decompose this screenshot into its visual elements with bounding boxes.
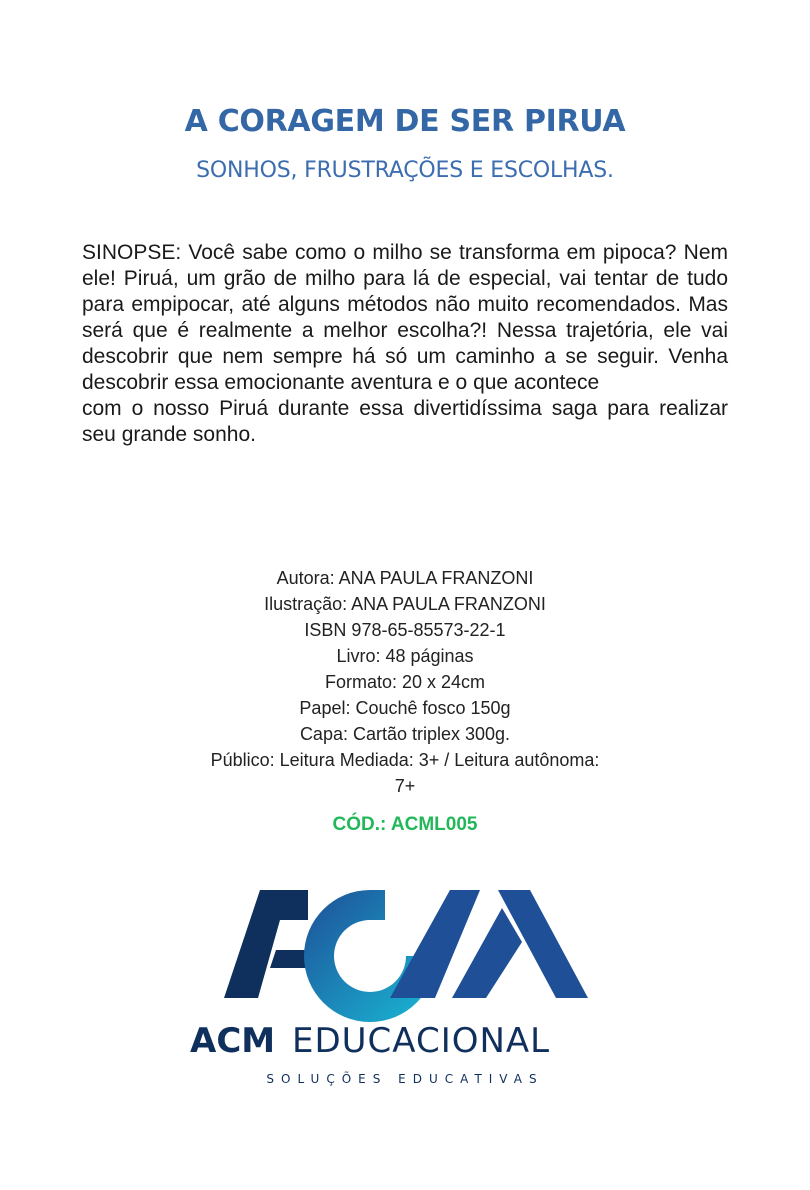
logo-brand-text: ACM	[190, 1021, 276, 1061]
cover-line: Capa: Cartão triplex 300g.	[299, 724, 511, 744]
logo-tagline-text: SOLUÇÕES EDUCATIVAS	[266, 1072, 544, 1086]
book-details	[205, 565, 605, 799]
isbn-line: ISBN 978-65-85573-22-1	[304, 620, 506, 640]
logo-name-text: EDUCACIONAL	[292, 1021, 551, 1061]
book-subtitle: SONHOS, FRUSTRAÇÕES E ESCOLHAS.	[196, 158, 614, 183]
pages-line: Livro: 48 páginas	[336, 646, 474, 666]
synopsis-paragraph-2: com o nosso Piruá durante essa divertidíssima saga para realizar seu grande sonho.	[82, 397, 728, 446]
synopsis	[82, 240, 728, 448]
audience-line: Público: Leitura Mediada: 3+ / Leitura autônoma: 7+	[210, 750, 600, 796]
logo-a-mark	[224, 890, 308, 998]
acm-educacional-logo	[180, 880, 630, 1090]
synopsis-paragraph-1: SINOPSE: Você sabe como o milho se transforma em pipoca? Nem ele! Piruá, um grão de milho para lá de especial, vai tentar de tudo para empipocar, até alguns métodos não muito recomendados. Mas será que é realmente a melhor escolha?! Nessa trajetória, ele vai descobrir que nem sempre há só um caminho a se seguir. Venha descobrir essa emocionante aventura e o que acontece	[82, 241, 728, 394]
paper-line: Papel: Couchê fosco 150g	[299, 698, 511, 718]
illustration-line: Ilustração: ANA PAULA FRANZONI	[264, 594, 546, 614]
author-line: Autora: ANA PAULA FRANZONI	[276, 568, 534, 588]
product-code: CÓD.: ACML005	[332, 814, 478, 835]
logo-m-mark	[390, 890, 588, 998]
book-title: A CORAGEM DE SER PIRUA	[184, 104, 626, 139]
format-line: Formato: 20 x 24cm	[324, 672, 486, 692]
